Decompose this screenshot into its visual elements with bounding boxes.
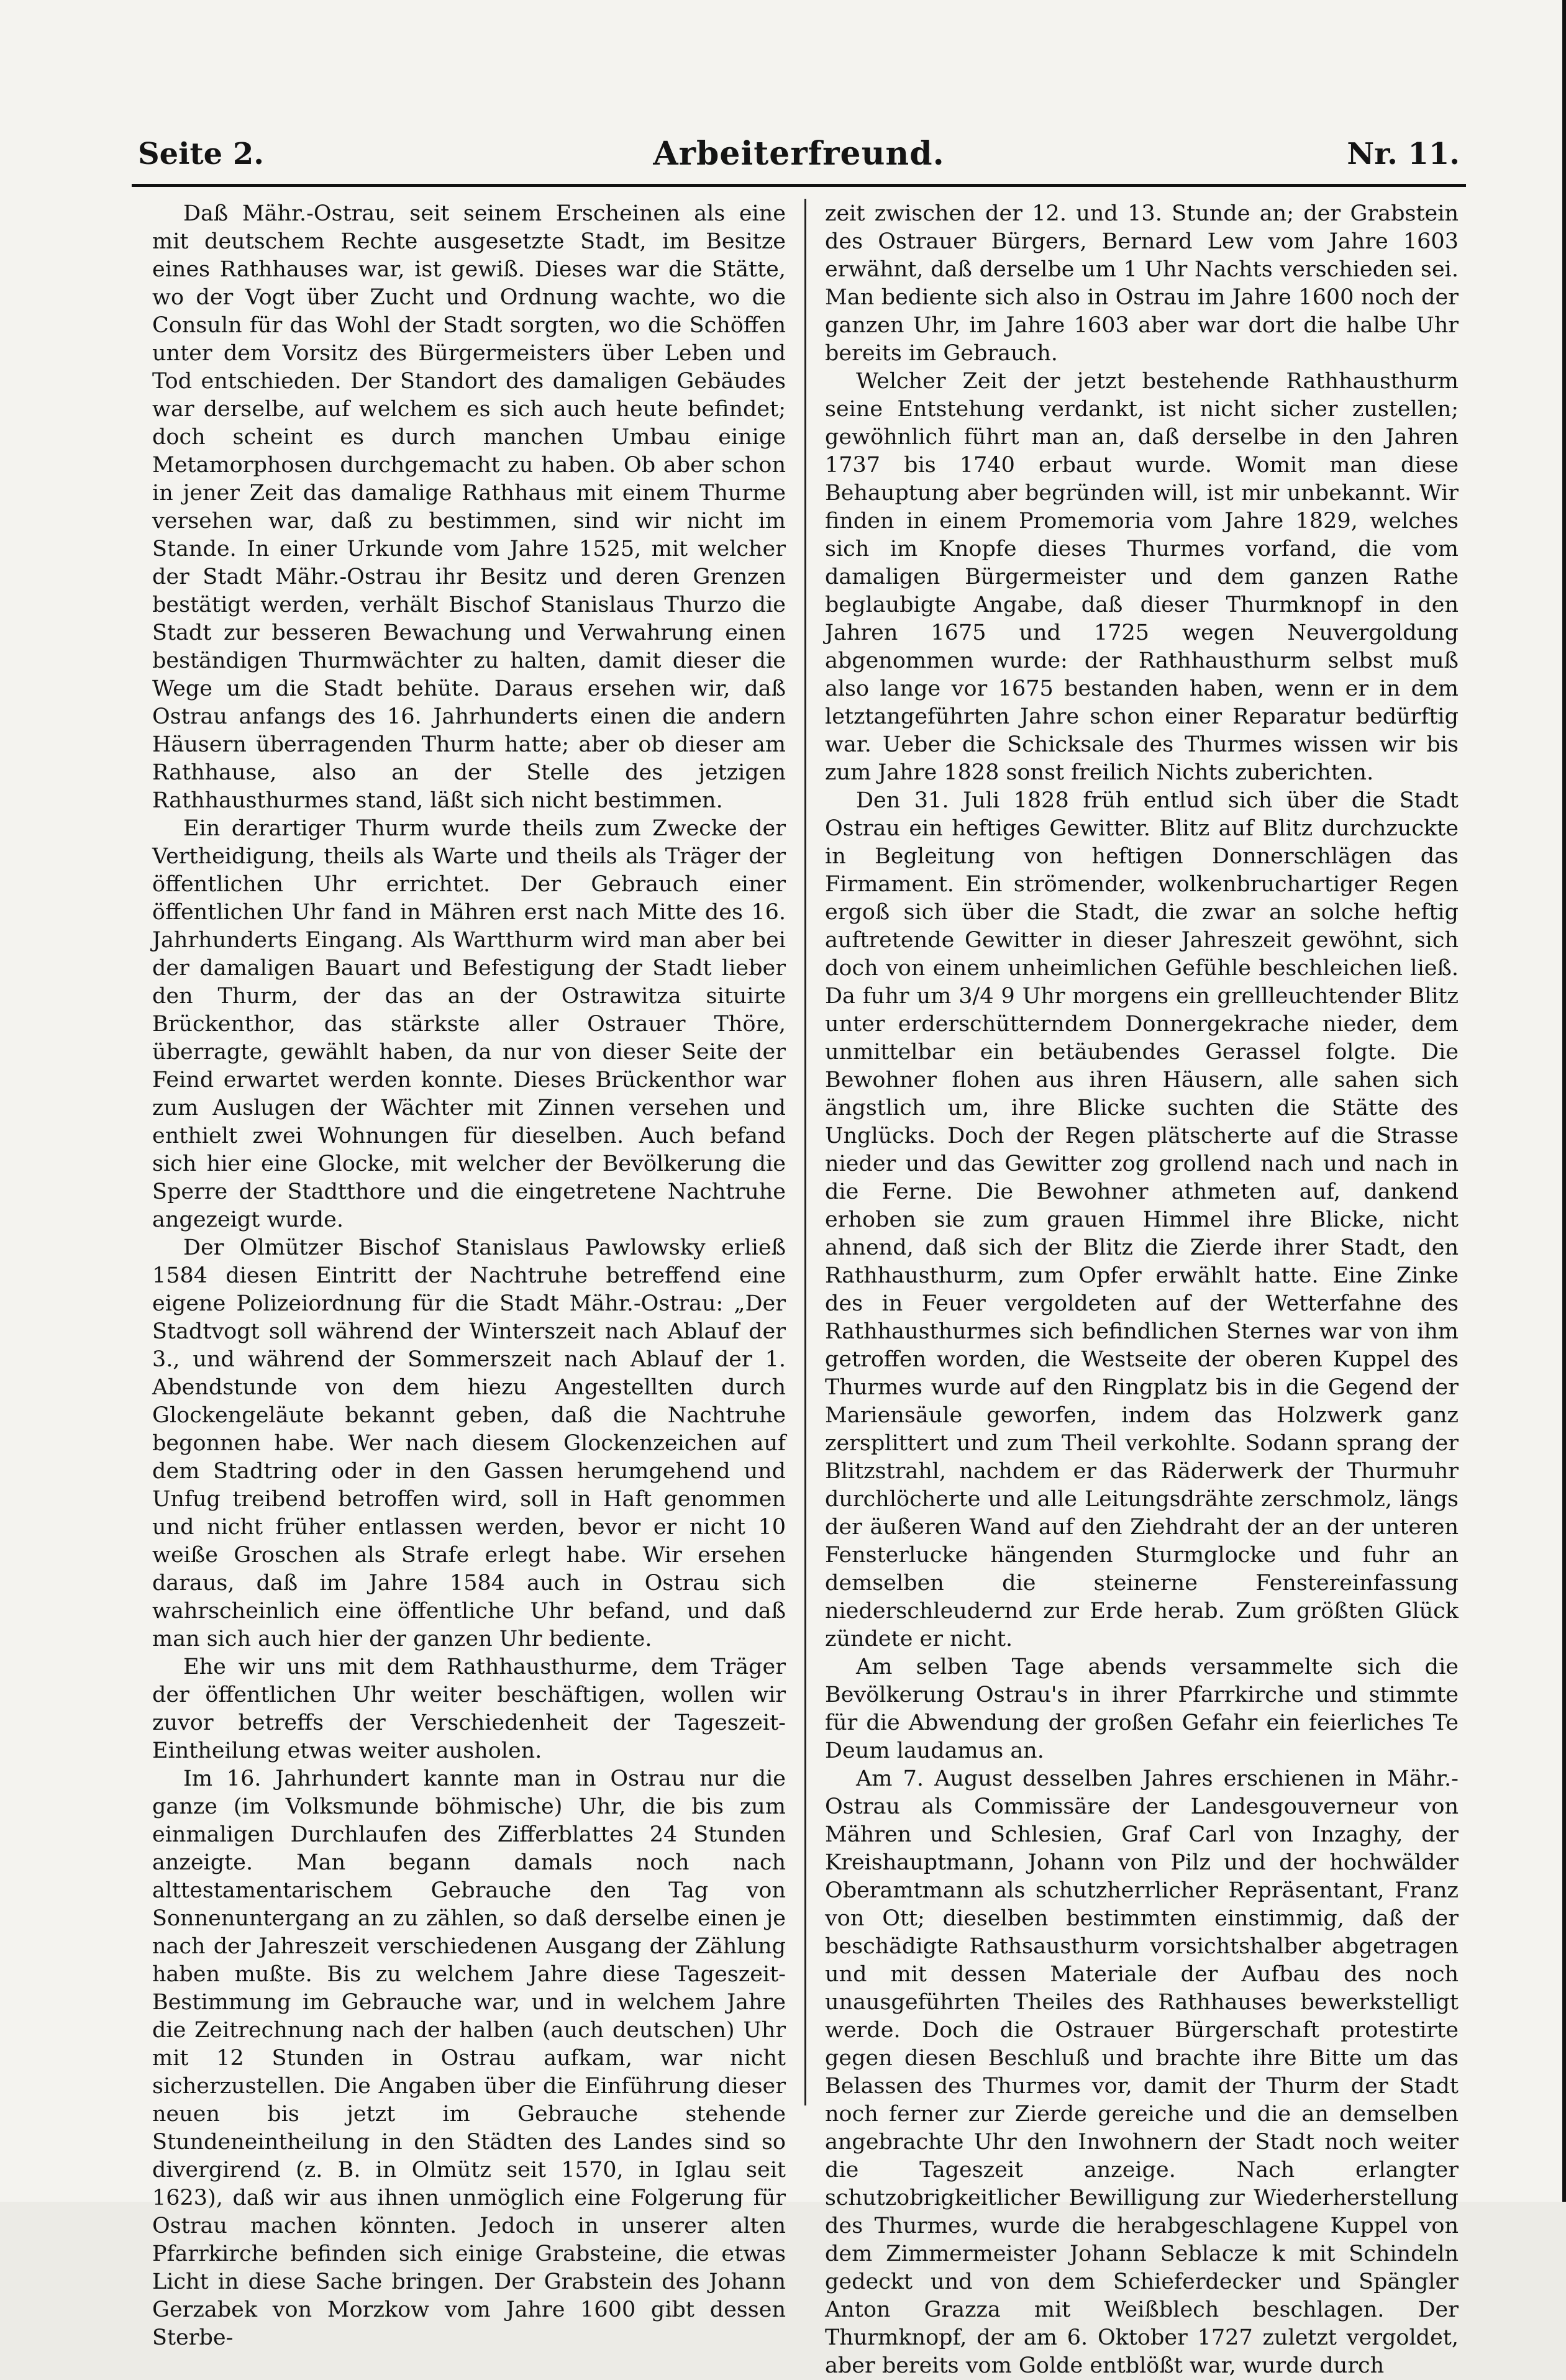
left-column bbox=[152, 200, 786, 2350]
page-header bbox=[138, 129, 1460, 179]
masthead-title: Arbeiterfreund. bbox=[653, 135, 945, 173]
paragraph: Daß Mähr.-Ostrau, seit seinem Erscheinen als eine mit deutschem Rechte ausgesetzte Stadt, im Besitze eines Rathhauses war, ist gewiß. Dieses war die Stätte, wo der Vogt über Zucht und Ordnung wachte, wo die Consuln für das Wohl der Stadt sorgten, wo die Schöffen unter dem Vorsitz des Bürgermeisters über Leben und Tod entschieden. Der Standort des damaligen Gebäudes war derselbe, auf welchem es sich auch heute befindet; doch scheint es durch manchen Umbau einige Metamorphosen durchgemacht zu haben. Ob aber schon in jener Zeit das damalige Rathhaus mit einem Thurme versehen war, daß zu bestimmen, sind wir nicht im Stande. In einer Urkunde vom Jahre 1525, mit welcher der Stadt Mähr.-Ostrau ihr Besitz und deren Grenzen bestätigt werden, verhält Bischof Stanislaus Thurzo die Stadt zur besseren Bewachung und Verwahrung einen beständigen Thurmwächter zu halten, damit dieser die Wege um die Stadt behüte. Daraus ersehen wir, daß Ostrau anfangs des 16. Jahrhunderts einen die andern Häusern überragenden Thurm hatte; aber ob dieser am Rathhause, also an der Stelle des jetzigen Rathhausthurmes stand, läßt sich nicht bestimmen. bbox=[152, 201, 786, 813]
paragraph: Ehe wir uns mit dem Rathhausthurme, dem Träger der öffentlichen Uhr weiter beschäftigen, wollen wir zuvor betreffs der Verschiedenheit der Tageszeit-Eintheilung etwas weiter ausholen. bbox=[152, 1655, 786, 1763]
paragraph: Am 7. August desselben Jahres erschienen in Mähr.-Ostrau als Commissäre der Landesgouverneur von Mähren und Schlesien, Graf Carl von Inzaghy, der Kreishauptmann, Johann von Pilz und der hochwälder Oberamtmann als schutzherrlicher Repräsentant, Franz von Ott; dieselben bestimmten einstimmig, daß der beschädigte Rathsausthurm vorsichtshalber abgetragen und mit dessen Materiale der Aufbau des noch unausgeführten Theiles des Rathhauses bewerkstelligt werde. Doch die Ostrauer Bürgerschaft protestirte gegen diesen Beschluß und brachte ihre Bitte um das Belassen des Thurmes vor, damit der Thurm der Stadt noch ferner zur Zierde gereiche und die an demselben angebrachte Uhr den Inwohnern der Stadt noch weiter die Tageszeit anzeige. Nach erlangter schutzobrigkeitlicher Bewilligung zur Wiederherstellung des Thurmes, wurde die herabgeschlagene Kuppel von dem Zimmermeister Johann Seblacze k mit Schindeln gedeckt und von dem Schieferdecker und Spängler Anton Grazza mit Weißblech beschlagen. Der Thurmknopf, der am 6. Oktober 1727 zuletzt vergoldet, aber bereits vom Golde entblößt war, wurde durch bbox=[825, 1766, 1459, 2378]
page-number: Seite 2. bbox=[138, 137, 264, 171]
paragraph: Ein derartiger Thurm wurde theils zum Zwecke der Vertheidigung, theils als Warte und theils als Träger der öffentlichen Uhr errichtet. Der Gebrauch einer öffentlichen Uhr fand in Mähren erst nach Mitte des 16. Jahrhunderts Eingang. Als Wartthurm wird man aber bei der damaligen Bauart und Befestigung der Stadt lieber den Thurm, der das an der Ostrawitza situirte Brückenthor, das stärkste aller Ostrauer Thöre, überragte, gewählt haben, da nur von dieser Seite der Feind erwartet werden konnte. Dieses Brückenthor war zum Auslugen der Wächter mit Zinnen versehen und enthielt zwei Wohnungen für dieselben. Auch befand sich hier eine Glocke, mit welcher der Bevölkerung die Sperre der Stadtthore und die eingetretene Nachtruhe angezeigt wurde. bbox=[152, 816, 786, 1232]
column-divider bbox=[804, 199, 806, 2105]
header-rule bbox=[132, 184, 1466, 187]
paragraph: zeit zwischen der 12. und 13. Stunde an; der Grabstein des Ostrauer Bürgers, Bernard Lew vom Jahre 1603 erwähnt, daß derselbe um 1 Uhr Nachts verschieden sei. Man bediente sich also in Ostrau im Jahre 1600 noch der ganzen Uhr, im Jahre 1603 aber war dort die halbe Uhr bereits im Gebrauch. bbox=[825, 201, 1459, 366]
scan-edge bbox=[1562, 0, 1566, 2202]
paragraph: Am selben Tage abends versammelte sich die Bevölkerung Ostrau's in ihrer Pfarrkirche und stimmte für die Abwendung der großen Gefahr ein feierliches Te Deum laudamus an. bbox=[825, 1655, 1459, 1763]
paragraph: Welcher Zeit der jetzt bestehende Rathhausthurm seine Entstehung verdankt, ist nicht sicher zustellen; gewöhnlich führt man an, daß derselbe in den Jahren 1737 bis 1740 erbaut wurde. Womit man diese Behauptung aber begründen will, ist mir unbekannt. Wir finden in einem Promemoria vom Jahre 1829, welches sich im Knopfe dieses Thurmes vorfand, die vom damaligen Bürgermeister und dem ganzen Rathe beglaubigte Angabe, daß dieser Thurmknopf in den Jahren 1675 und 1725 wegen Neuvergoldung abgenommen wurde: der Rathhausthurm selbst muß also lange vor 1675 bestanden haben, wenn er in dem letztangeführten Jahre schon einer Reparatur bedürftig war. Ueber die Schicksale des Thurmes wissen wir bis zum Jahre 1828 sonst freilich Nichts zuberichten. bbox=[825, 369, 1459, 785]
paragraph: Den 31. Juli 1828 früh entlud sich über die Stadt Ostrau ein heftiges Gewitter. Blitz auf Blitz durchzuckte in Begleitung von heftigen Donnerschlägen das Firmament. Ein strömender, wolkenbruchartiger Regen ergoß sich über die Stadt, die zwar an solche heftig auftretende Gewitter in dieser Jahreszeit gewöhnt, sich doch von einem unheimlichen Gefühle beschleichen ließ. Da fuhr um 3/4 9 Uhr morgens ein grellleuchtender Blitz unter erderschütterndem Donnergekrache nieder, dem unmittelbar ein betäubendes Gerassel folgte. Die Bewohner flohen aus ihren Häusern, alle sahen sich ängstlich um, ihre Blicke suchten die Stätte des Unglücks. Doch der Regen plätscherte auf die Strasse nieder und das Gewitter zog grollend nach und nach in die Ferne. Die Bewohner athmeten auf, dankend erhoben sie zum grauen Himmel ihre Blicke, nicht ahnend, daß sich der Blitz die Zierde ihrer Stadt, den Rathhausthurm, zum Opfer erwählt hatte. Eine Zinke des in Feuer vergoldeten auf der Wetterfahne des Rathhausthurmes sich befindlichen Sternes war von ihm getroffen worden, die Westseite der oberen Kuppel des Thurmes wurde auf den Ringplatz bis in die Gegend der Mariensäule geworfen, indem das Holzwerk ganz zersplittert und zum Theil verkohlte. Sodann sprang der Blitzstrahl, nachdem er das Räderwerk der Thurmuhr durchlöcherte und alle Leitungsdrähte zerschmolz, längs der äußeren Wand auf den Ziehdraht der an der unteren Fensterlucke hängenden Sturmglocke und fuhr an demselben die steinerne Fenstereinfassung niederschleudernd zur Erde herab. Zum größten Glück zündete er nicht. bbox=[825, 788, 1459, 1651]
right-column bbox=[825, 200, 1459, 2378]
paragraph: Der Olmützer Bischof Stanislaus Pawlowsky erließ 1584 diesen Eintritt der Nachtruhe betreffend eine eigene Polizeiordnung für die Stadt Mähr.-Ostrau: „Der Stadtvogt soll während der Winterszeit nach Ablauf der 3., und während der Sommerszeit nach Ablauf der 1. Abendstunde von dem hiezu Angestellten durch Glockengeläute bekannt geben, daß die Nachtruhe begonnen habe. Wer nach diesem Glockenzeichen auf dem Stadtring oder in den Gassen herumgehend und Unfug treibend betroffen wird, soll in Haft genommen und nicht früher entlassen werden, bevor er nicht 10 weiße Groschen als Strafe erlegt habe. Wir ersehen daraus, daß im Jahre 1584 auch in Ostrau sich wahrscheinlich eine öffentliche Uhr befand, und daß man sich auch hier der ganzen Uhr bediente. bbox=[152, 1235, 786, 1651]
paragraph: Im 16. Jahrhundert kannte man in Ostrau nur die ganze (im Volksmunde böhmische) Uhr, die bis zum einmaligen Durchlaufen des Zifferblattes 24 Stunden anzeigte. Man begann damals noch nach alttestamentarischem Gebrauche den Tag von Sonnenuntergang an zu zählen, so daß derselbe einen je nach der Jahreszeit verschiedenen Ausgang der Zählung haben mußte. Bis zu welchem Jahre diese Tageszeit-Bestimmung im Gebrauche war, und in welchem Jahre die Zeitrechnung nach der halben (auch deutschen) Uhr mit 12 Stunden in Ostrau aufkam, war nicht sicherzustellen. Die Angaben über die Einführung dieser neuen bis jetzt im Gebrauche stehende Stundeneintheilung in den Städten des Landes sind so divergirend (z. B. in Olmütz seit 1570, in Iglau seit 1623), daß wir aus ihnen unmöglich eine Folgerung für Ostrau machen könnten. Jedoch in unserer alten Pfarrkirche befinden sich einige Grabsteine, die etwas Licht in diese Sache bringen. Der Grabstein des Johann Gerzabek von Morzkow vom Jahre 1600 gibt dessen Sterbe- bbox=[152, 1766, 786, 2350]
issue-number: Nr. 11. bbox=[1347, 137, 1460, 171]
